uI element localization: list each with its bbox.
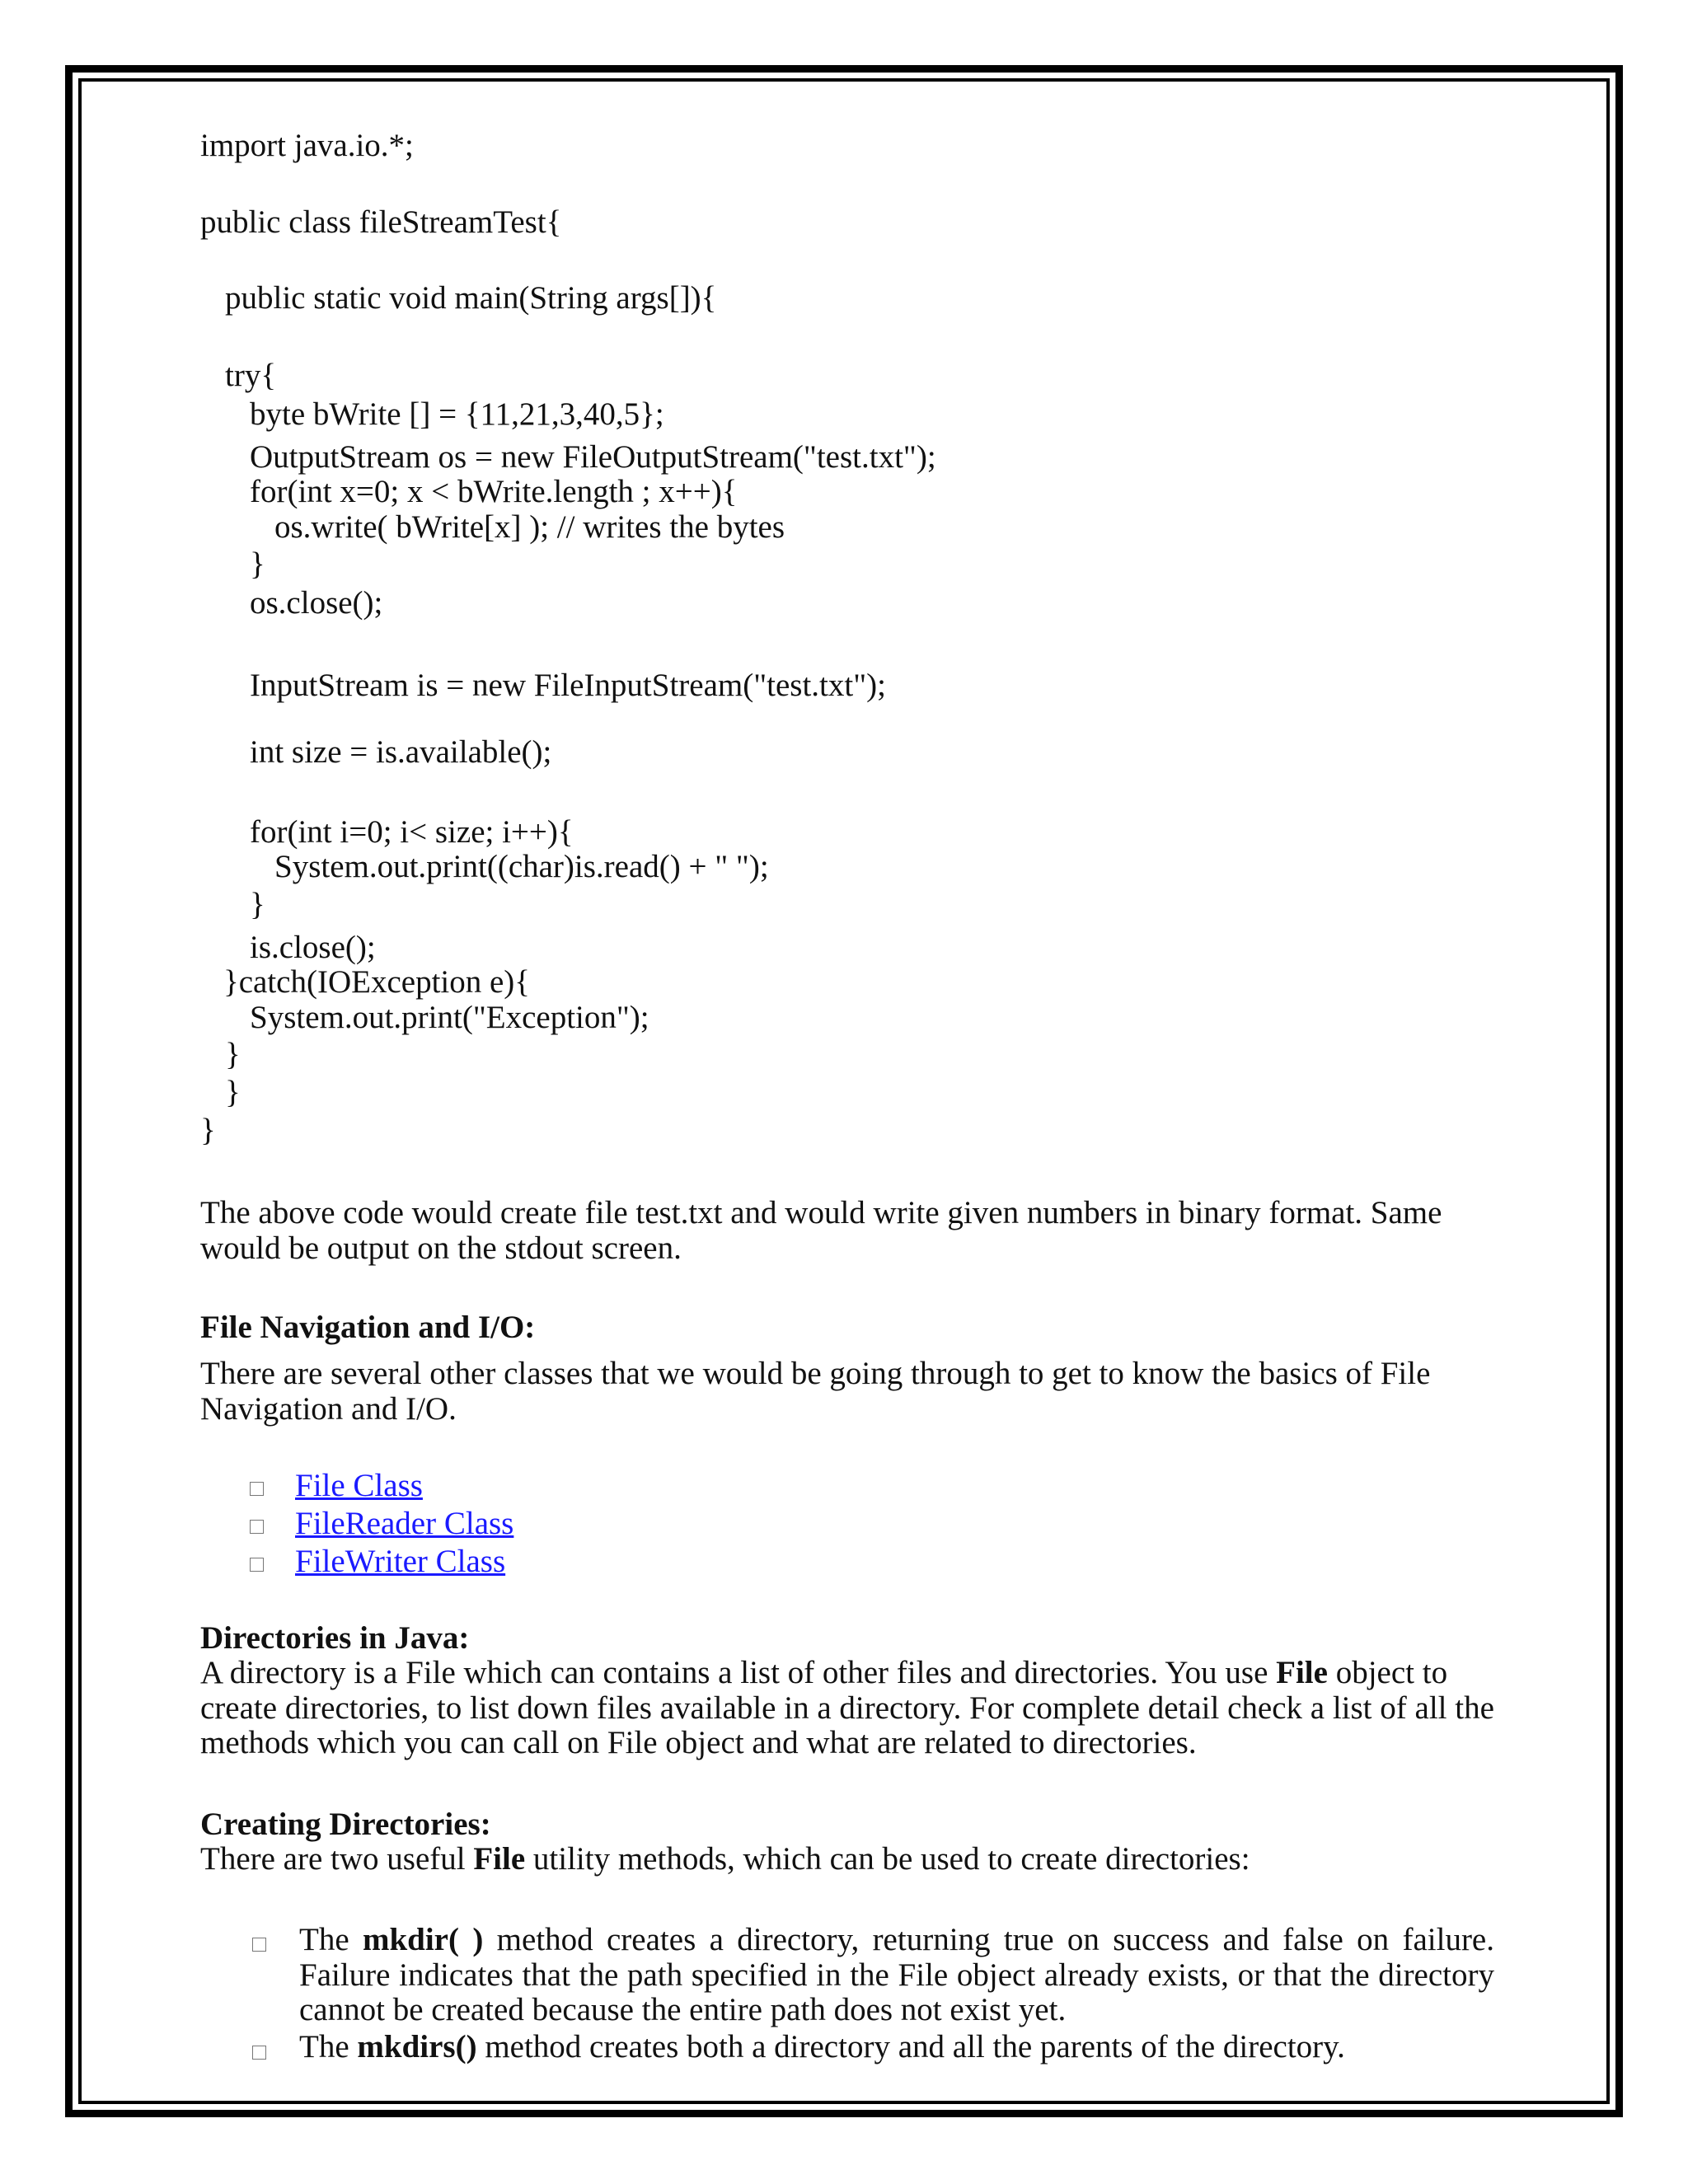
code-line: import java.io.*; [200, 128, 414, 163]
code-line: int size = is.available(); [250, 734, 552, 770]
directories-bold: File [1276, 1655, 1328, 1690]
file-class-link[interactable]: File Class [295, 1468, 423, 1503]
code-line: try{ [225, 358, 277, 393]
directories-text: object to create directories, to list down files available in a directory. For complete detail check a list of all the methods which you can call on File object and what are related to directories. [200, 1655, 1494, 1760]
file-nav-heading: File Navigation and I/O: [200, 1310, 536, 1345]
bullet-box-icon [252, 1938, 266, 1952]
directories-paragraph [200, 1656, 1494, 1761]
code-line: }catch(IOException e){ [223, 964, 531, 1000]
code-line: public class fileStreamTest{ [200, 204, 562, 240]
explanation-paragraph: The above code would create file test.txt and would write given numbers in binary format. Same would be output on the stdout screen. [200, 1195, 1442, 1266]
code-line: } [250, 887, 265, 922]
code-line: } [225, 1075, 241, 1110]
file-nav-paragraph: There are several other classes that we would be going through to get to know the basics of File Navigation and I/O. [200, 1356, 1431, 1427]
code-line: System.out.print((char)is.read() + " "); [274, 849, 769, 884]
code-line: System.out.print("Exception"); [250, 1000, 649, 1035]
page-border-inner [78, 78, 1610, 2104]
creating-bold: File [473, 1841, 526, 1877]
bullet-box-icon [250, 1558, 264, 1572]
creating-text: utility methods, which can be used to create directories: [525, 1841, 1250, 1877]
method-name: mkdirs() [357, 2029, 477, 2064]
code-line: InputStream is = new FileInputStream("test.txt"); [250, 668, 886, 703]
bullet-text: The [299, 2029, 358, 2064]
filewriter-class-link[interactable]: FileWriter Class [295, 1544, 506, 1579]
creating-paragraph [200, 1842, 1494, 1877]
method-name: mkdir( ) [362, 1922, 484, 1957]
bullet-box-icon [250, 1520, 264, 1534]
code-line: is.close(); [250, 930, 376, 965]
bullet-text: The [299, 1922, 363, 1957]
directories-heading: Directories in Java: [200, 1620, 470, 1656]
code-line: } [225, 1037, 241, 1072]
code-line: byte bWrite [] = {11,21,3,40,5}; [250, 396, 664, 432]
bullet-box-icon [250, 1482, 264, 1496]
code-line: for(int x=0; x < bWrite.length ; x++){ [250, 474, 738, 509]
code-line: for(int i=0; i< size; i++){ [250, 814, 574, 850]
directories-text: A directory is a File which can contains a list of other files and directories. You use [200, 1655, 1277, 1690]
bullet-text: method creates a directory, returning true on success and false on failure. Failure indicates that the path specified in the File object already exists, or that the directory cannot be created because the entire path does not exist yet. [299, 1922, 1494, 2027]
code-line: public static void main(String args[]){ [225, 280, 717, 316]
filereader-class-link[interactable]: FileReader Class [295, 1506, 514, 1541]
mkdir-bullet [299, 1923, 1494, 2028]
creating-heading: Creating Directories: [200, 1807, 491, 1842]
bullet-box-icon [252, 2046, 266, 2060]
code-line: OutputStream os = new FileOutputStream("test.txt"); [250, 439, 936, 475]
code-line: os.close(); [250, 585, 383, 621]
code-line: } [200, 1113, 216, 1148]
mkdirs-bullet [299, 2030, 1494, 2065]
creating-text: There are two useful [200, 1841, 474, 1877]
bullet-text: method creates both a directory and all the parents of the directory. [476, 2029, 1345, 2064]
code-line: } [250, 546, 265, 582]
code-line: os.write( bWrite[x] ); // writes the bytes [274, 509, 785, 545]
